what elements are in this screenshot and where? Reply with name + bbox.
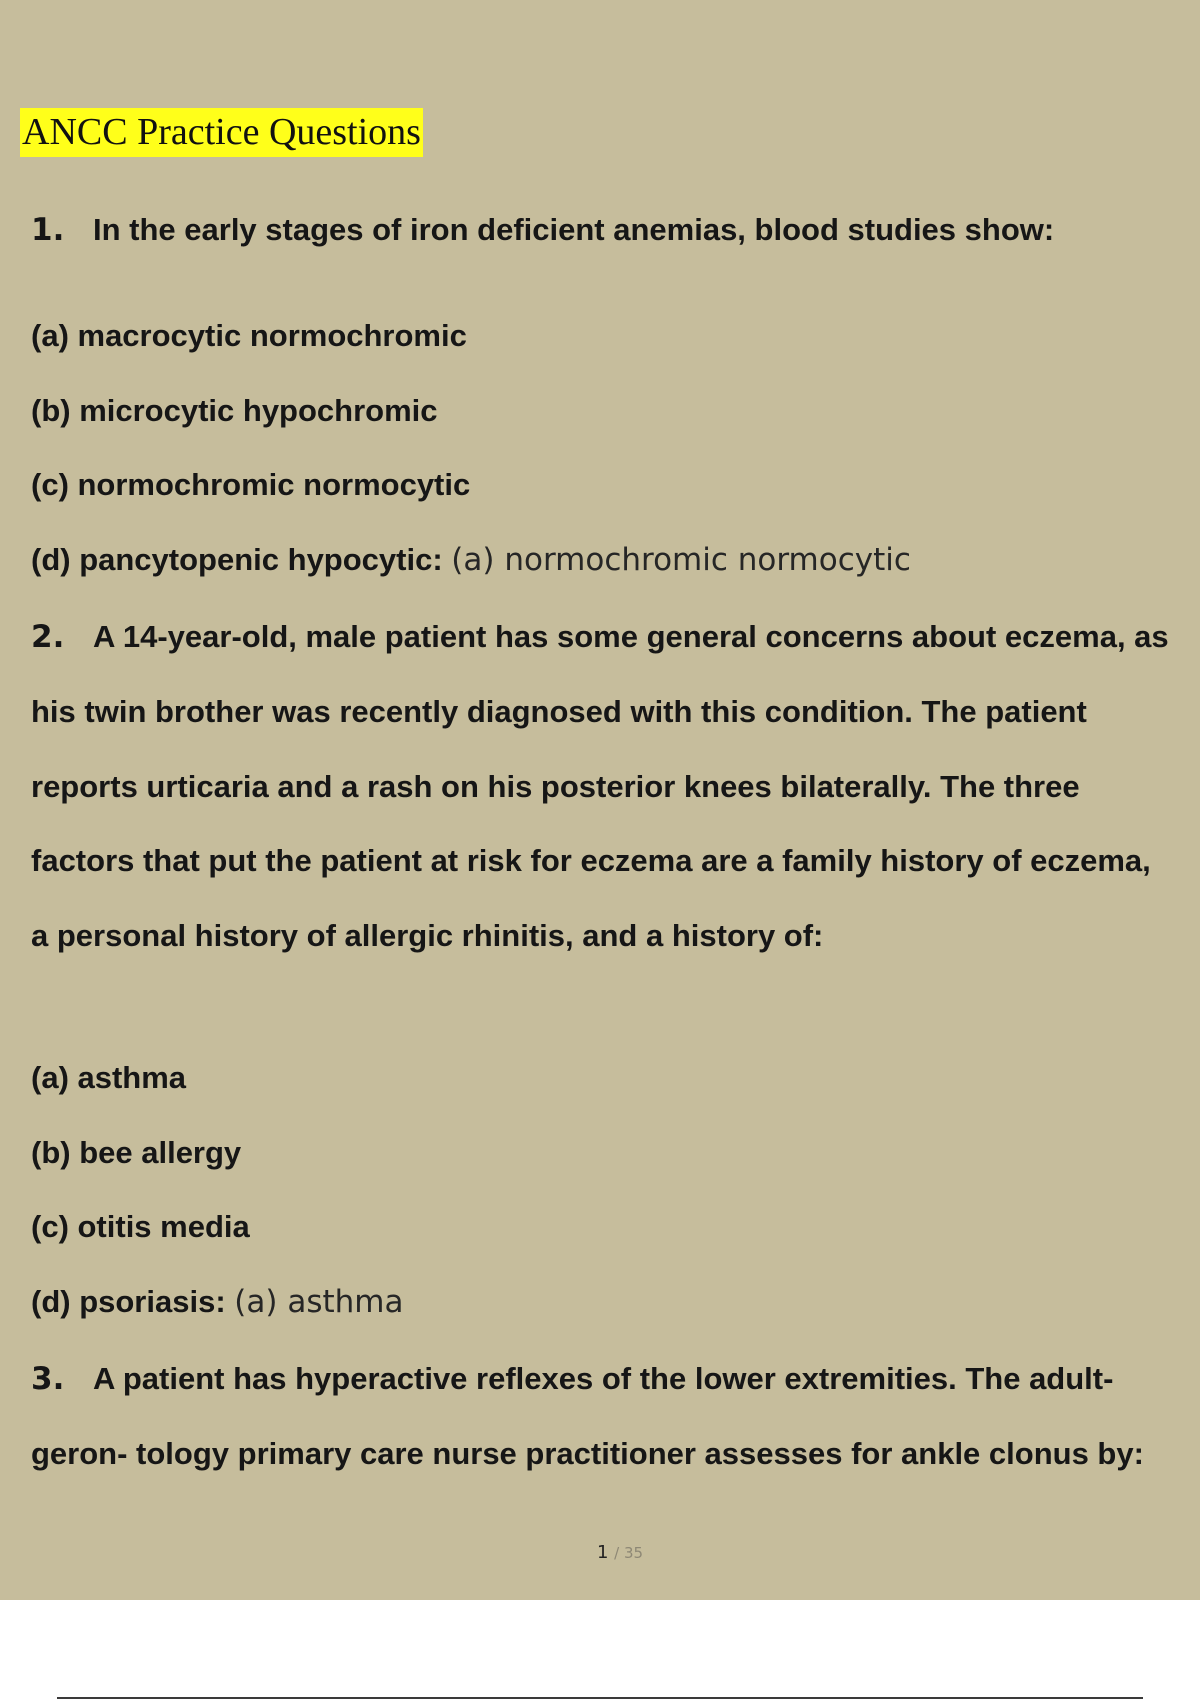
question-2-stem-line-3: reports urticaria and a rash on his posterior knees bilaterally. The three: [31, 769, 1080, 804]
question-2-stem-line-5: a personal history of allergic rhinitis, and a history of:: [31, 918, 824, 953]
question-1-option-b: (b) microcytic hypochromic: [31, 393, 438, 428]
question-3-stem-line-2: geron- tology primary care nurse practitioner assesses for ankle clonus by:: [31, 1436, 1144, 1471]
question-1-option-d: (d) pancytopenic hypocytic:: [31, 542, 443, 577]
question-3-stem: [31, 1359, 1113, 1399]
question-2-stem-line-1: A 14-year-old, male patient has some general concerns about eczema, as: [93, 619, 1169, 654]
question-1-number: 1.: [31, 212, 65, 248]
question-2-option-d-row: [31, 1282, 403, 1322]
bottom-divider: [57, 1697, 1143, 1699]
question-2-answer: (a) asthma: [234, 1284, 404, 1320]
question-2-option-c: (c) otitis media: [31, 1209, 250, 1244]
question-1-stem: [31, 210, 1054, 250]
page-number-current: 1: [596, 1542, 609, 1563]
question-2-option-d: (d) psoriasis:: [31, 1284, 226, 1319]
question-2-stem: [31, 617, 1169, 657]
question-3-stem-line-1: A patient has hyperactive reflexes of the lower extremities. The adult-: [93, 1361, 1114, 1396]
question-1-answer: (a) normochromic normocytic: [451, 542, 911, 578]
page-number-total: / 35: [614, 1544, 644, 1562]
document-title: ANCC Practice Questions: [20, 108, 423, 157]
question-2-stem-line-2: his twin brother was recently diagnosed with this condition. The patient: [31, 694, 1087, 729]
question-1-option-a: (a) macrocytic normochromic: [31, 318, 467, 353]
question-2-option-b: (b) bee allergy: [31, 1135, 242, 1170]
question-1-option-c: (c) normochromic normocytic: [31, 467, 471, 502]
question-2-option-a: (a) asthma: [31, 1060, 187, 1095]
question-1-option-d-row: [31, 540, 911, 580]
question-3-number: 3.: [31, 1361, 65, 1397]
question-2-stem-line-4: factors that put the patient at risk for eczema are a family history of eczema,: [31, 843, 1151, 878]
question-2-number: 2.: [31, 619, 65, 655]
question-1-stem-line-1: In the early stages of iron deficient anemias, blood studies show:: [93, 212, 1055, 247]
page-number: [0, 1542, 1200, 1563]
